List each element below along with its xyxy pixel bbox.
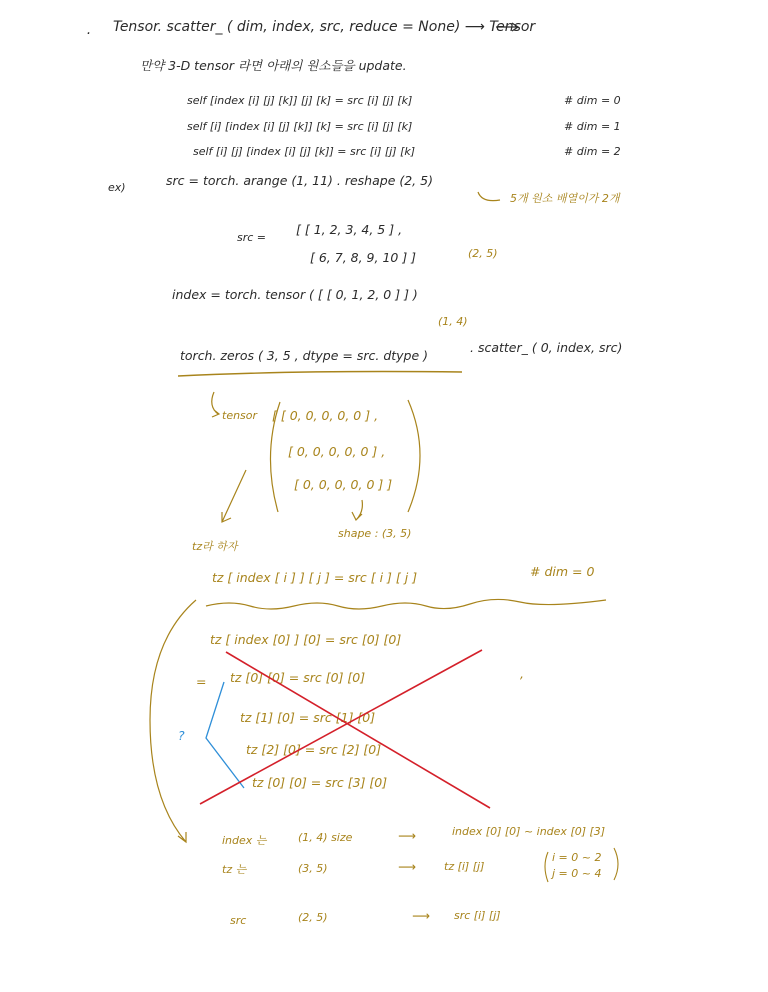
stray-comma: , xyxy=(520,666,524,681)
rule-dim2-comment: # dim = 2 xyxy=(564,145,621,158)
tensor-label: tensor xyxy=(222,409,258,422)
summary-src-desc: src [i] [j] xyxy=(454,909,501,922)
summary-tz-arrow: ⟶ xyxy=(398,859,416,874)
tensor-row-2: [ 0, 0, 0, 0, 0 ] , xyxy=(288,444,386,459)
summary-index-arrow: ⟶ xyxy=(398,828,416,843)
src-row-1: [ [ 1, 2, 3, 4, 5 ] , xyxy=(296,222,403,237)
shape-arrow xyxy=(352,500,362,520)
rule-dim0-comment: # dim = 0 xyxy=(564,94,621,107)
summary-tz-shape: (3, 5) xyxy=(298,862,328,875)
step-2: tz [0] [0] = src [0] [0] xyxy=(230,670,366,685)
tensor-hook-arrow xyxy=(212,392,219,417)
src-prefix: src = xyxy=(237,231,267,244)
summary-src-shape: (2, 5) xyxy=(298,911,328,924)
step-1: tz [ index [0] ] [0] = src [0] [0] xyxy=(210,632,402,647)
step-3: tz [1] [0] = src [1] [0] xyxy=(240,710,376,725)
signature-line: Tensor. scatter_ ( dim, index, src, reduce = None) ⟶ Tensor xyxy=(113,19,536,35)
summary-index-shape: (1, 4) size xyxy=(298,831,353,844)
range-j: j = 0 ~ 4 xyxy=(552,867,602,880)
step-5: tz [0] [0] = src [3] [0] xyxy=(252,775,388,790)
summary-tz-name: tz 는 xyxy=(222,863,247,876)
rule-dim0-code: self [index [i] [j] [k]] [j] [k] = src [i] [j] [k] xyxy=(187,94,413,107)
index-shape: (1, 4) xyxy=(438,315,468,328)
range-paren-left xyxy=(545,852,548,882)
example-label: ex) xyxy=(108,181,126,194)
tensor-paren-right xyxy=(408,400,420,512)
tensor-row-3: [ 0, 0, 0, 0, 0 ] ] xyxy=(294,477,393,492)
intro-line: 만약 3-D tensor 라면 아래의 원소들을 update. xyxy=(140,58,407,73)
src-note: 5개 원소 배열이가 2개 xyxy=(510,192,620,205)
left-brace-arrow xyxy=(150,600,196,842)
range-paren-right xyxy=(614,848,618,880)
reshape-note-hook xyxy=(478,192,500,201)
rule-dim1-code: self [i] [index [i] [j] [k]] [k] = src [i] [j] [k] xyxy=(187,120,413,133)
rule-dim1-comment: # dim = 1 xyxy=(564,120,621,133)
step-4: tz [2] [0] = src [2] [0] xyxy=(246,742,382,757)
tz-arrow xyxy=(222,470,246,522)
rule-dim2-code: self [i] [j] [index [i] [j] [k]] = src [i] [j] [k] xyxy=(193,145,416,158)
main-rule-comment: # dim = 0 xyxy=(530,564,595,579)
summary-index-name: index 는 xyxy=(222,834,267,847)
tensor-row-1: [ [ 0, 0, 0, 0, 0 ] , xyxy=(272,408,379,423)
blue-bracket xyxy=(206,682,244,788)
main-rule: tz [ index [ i ] ] [ j ] = src [ i ] [ j ] xyxy=(212,570,418,585)
range-i: i = 0 ~ 2 xyxy=(552,851,602,864)
src-definition: src = torch. arange (1, 11) . reshape (2, 5) xyxy=(166,173,433,188)
bullet-dot: · xyxy=(86,26,91,42)
index-definition: index = torch. tensor ( [ [ 0, 1, 2, 0 ] ] ) xyxy=(172,287,418,302)
zeros-call: torch. zeros ( 3, 5 , dtype = src. dtype ) xyxy=(180,348,429,363)
src-shape: (2, 5) xyxy=(468,247,498,260)
scatter-call: . scatter_ ( 0, index, src) xyxy=(470,340,623,355)
tz-label: tz라 하자 xyxy=(192,540,238,553)
summary-src-name: src xyxy=(230,914,247,927)
src-row-2: [ 6, 7, 8, 9, 10 ] ] xyxy=(310,250,417,265)
shape-label: shape : (3, 5) xyxy=(338,527,412,540)
zeros-underline xyxy=(178,372,462,377)
summary-index-desc: index [0] [0] ~ index [0] [3] xyxy=(452,825,606,838)
question-mark: ? xyxy=(178,728,185,743)
summary-src-arrow: ⟶ xyxy=(412,908,430,923)
summary-tz-desc: tz [i] [j] xyxy=(444,860,485,873)
equals-sign: = xyxy=(196,674,207,689)
main-rule-underline xyxy=(206,599,606,609)
